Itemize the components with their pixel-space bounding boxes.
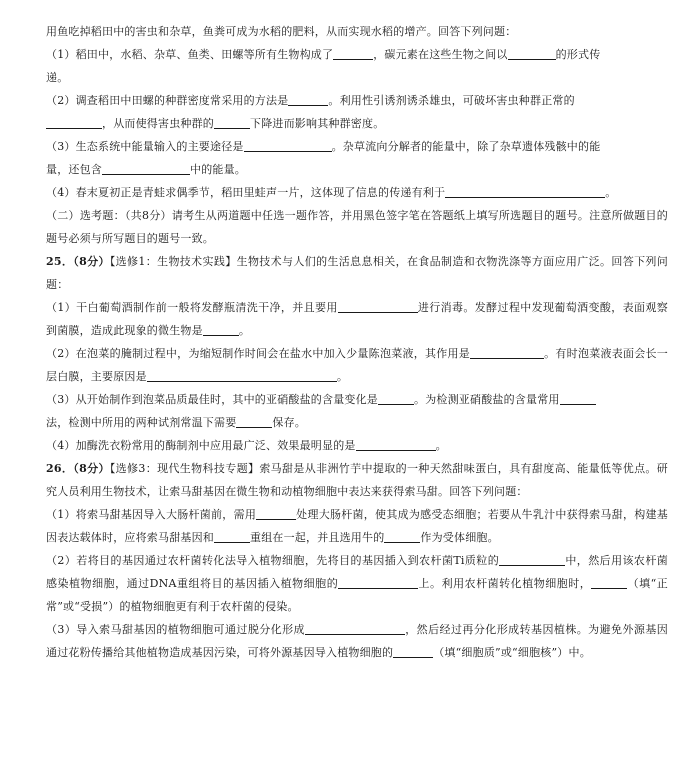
answer-blank[interactable] [46,116,102,129]
q26-part2-text-b: 中，然后用该农杆菌感染植物细胞，通过DNA重组将目的基因插入植物细胞的 [46,554,668,590]
exam-page [46,20,668,664]
elective-heading: （二）选考题：（共8分）请考生从两道题中任选一题作答，并用黑色签字笔在答题纸上填写所选题目的题号。注意所做题目的题号必须与所写题目的题号一致。 [46,209,668,245]
q26-part3-text-c: （填“细胞质”或“细胞核”）中。 [433,646,591,659]
answer-blank[interactable] [288,93,328,106]
q24-part2-text-b: 。利用性引诱剂诱杀雄虫，可破坏害虫种群正常的 [328,94,575,107]
q25-part3-text-b: 。为检测亚硝酸盐的含量常用 [414,393,560,406]
q24-part3-text-a: （3）生态系统中能量输入的主要途径是 [46,140,244,153]
q24-part2 [46,89,668,135]
q26-part1-text-d: 作为受体细胞。 [420,531,499,544]
q24-part1 [46,43,668,89]
q26-lead [46,457,668,503]
q25-part1-text-b: 进行消毒。发酵过程中发现葡萄酒变酸，表面观察到菌膜，造成此现象的微生物是 [46,301,668,337]
q26-part2-text-c: 上。利用农杆菌转化植物细胞时， [418,577,592,590]
q24-part1-text-d: 递。 [46,71,69,84]
q25-part1-text-c: 。 [238,324,251,337]
q24-part4-text-a: （4）春末夏初正是青蛙求偶季节，稻田里蛙声一片，这体现了信息的传递有利于 [46,186,446,199]
q26-part3 [46,618,668,664]
answer-blank[interactable] [378,392,414,405]
q25-part2 [46,342,668,388]
q26-part2 [46,549,668,618]
q24-part3-text-d: 中的能量。 [190,163,246,176]
q26-part1-text-c: 重组在一起，并且选用牛的 [250,531,385,544]
q25-part1 [46,296,668,342]
answer-blank[interactable] [560,392,596,405]
q25-lead [46,250,668,296]
q24-part1-text-a: （1）稻田中，水稻、杂草、鱼类、田螺等所有生物构成了 [46,48,334,61]
q25-part3 [46,388,668,434]
answer-blank[interactable] [470,346,544,359]
q26-number: 26．（8分） [46,462,110,475]
q25-part4 [46,434,668,457]
q25-lead-text: 生物技术与人们的生活息息相关，在食品制造和衣物洗涤等方面应用广泛。回答下列问题： [46,255,668,291]
q26-part3-text-b: ，然后经过再分化形成转基因植株。为避免外源基因通过花粉传播给其他植物造成基因污染，可将外源基因导入植物细胞的 [46,623,668,659]
q25-part4-text-b: 。 [435,439,447,452]
q24-part1-text-b: ，碳元素在这些生物之间以 [373,48,508,61]
answer-blank[interactable] [356,438,436,451]
q24-part2-text-c: ，从而使得害虫种群的 [102,117,214,130]
answer-blank[interactable] [102,162,190,175]
q25-part1-text-a: （1）干白葡萄酒制作前一般将发酵瓶清洗干净，并且要用 [46,301,338,314]
q24-part3 [46,135,668,181]
answer-blank[interactable] [384,530,420,543]
answer-blank[interactable] [393,645,433,658]
q24-part3-text-b: 。杂草流向分解者的能量中，除了杂草遗体残骸中的能 [331,140,601,153]
q25-part3-text-c: 法，检测中所用的两种试剂常温下需要 [46,416,237,429]
q25-tag: 【选修1：生物技术实践】 [109,255,237,268]
answer-blank[interactable] [445,185,605,198]
answer-blank[interactable] [214,530,250,543]
q25-part3-text-a: （3）从开始制作到泡菜品质最佳时，其中的亚硝酸盐的含量变化是 [46,393,378,406]
answer-blank[interactable] [214,116,250,129]
answer-blank[interactable] [333,47,373,60]
answer-blank[interactable] [305,622,405,635]
q25-part4-text-a: （4）加酶洗衣粉常用的酶制剂中应用最广泛、效果最明显的是 [46,439,356,452]
intro-line: 用鱼吃掉稻田中的害虫和杂草，鱼粪可成为水稻的肥料，从而实现水稻的增产。回答下列问题： [46,25,517,38]
answer-blank[interactable] [244,139,332,152]
answer-blank[interactable] [147,369,337,382]
answer-blank[interactable] [591,576,627,589]
q24-part2-text-d: 下降进而影响其种群密度。 [250,117,385,130]
q26-part1-text-a: （1）将索马甜基因导入大肠杆菌前，需用 [46,508,257,521]
q24-part4-text-b: 。 [605,186,617,199]
answer-blank[interactable] [499,553,565,566]
answer-blank[interactable] [338,300,418,313]
answer-blank[interactable] [236,415,272,428]
q24-part3-text-c: 量，还包含 [46,163,102,176]
q26-part2-text-a: （2）若将目的基因通过农杆菌转化法导入植物细胞，先将目的基因插入到农杆菌Ti质粒的 [46,554,500,567]
answer-blank[interactable] [203,323,239,336]
q26-tag: 【选修3：现代生物科技专题】 [109,462,260,475]
q24-part2-text-a: （2）调查稻田中田螺的种群密度常采用的方法是 [46,94,289,107]
q26-lead-text: 索马甜是从非洲竹芋中提取的一种天然甜味蛋白，具有甜度高、能量低等优点。研究人员利用生物技术，让索马甜基因在微生物和动植物细胞中表达来获得索马甜。回答下列问题： [46,462,668,498]
q25-part2-text-c: 。 [336,370,349,383]
q26-part3-text-a: （3）导入索马甜基因的植物细胞可通过脱分化形成 [46,623,305,636]
answer-blank[interactable] [256,507,296,520]
answer-blank[interactable] [508,47,556,60]
q25-part2-text-b: 。有时泡菜液表面会长一层白膜，主要原因是 [46,347,668,383]
q26-part1-text-b: 处理大肠杆菌，使其成为感受态细胞；若要从牛乳汁中获得索马甜，构建基因表达载体时，应将索马甜基因和 [46,508,668,544]
q25-number: 25．（8分） [46,255,110,268]
q26-part2-text-d: （填“正常”或“受损”）的植物细胞更有利于农杆菌的侵染。 [46,577,669,613]
q25-part2-text-a: （2）在泡菜的腌制过程中，为缩短制作时间会在盐水中加入少量陈泡菜液，其作用是 [46,347,471,360]
answer-blank[interactable] [338,576,418,589]
q25-part3-text-d: 保存。 [272,416,307,429]
q24-part4 [46,181,668,204]
q26-part1 [46,503,668,549]
q24-part1-text-c: 的形式传 [555,48,601,61]
